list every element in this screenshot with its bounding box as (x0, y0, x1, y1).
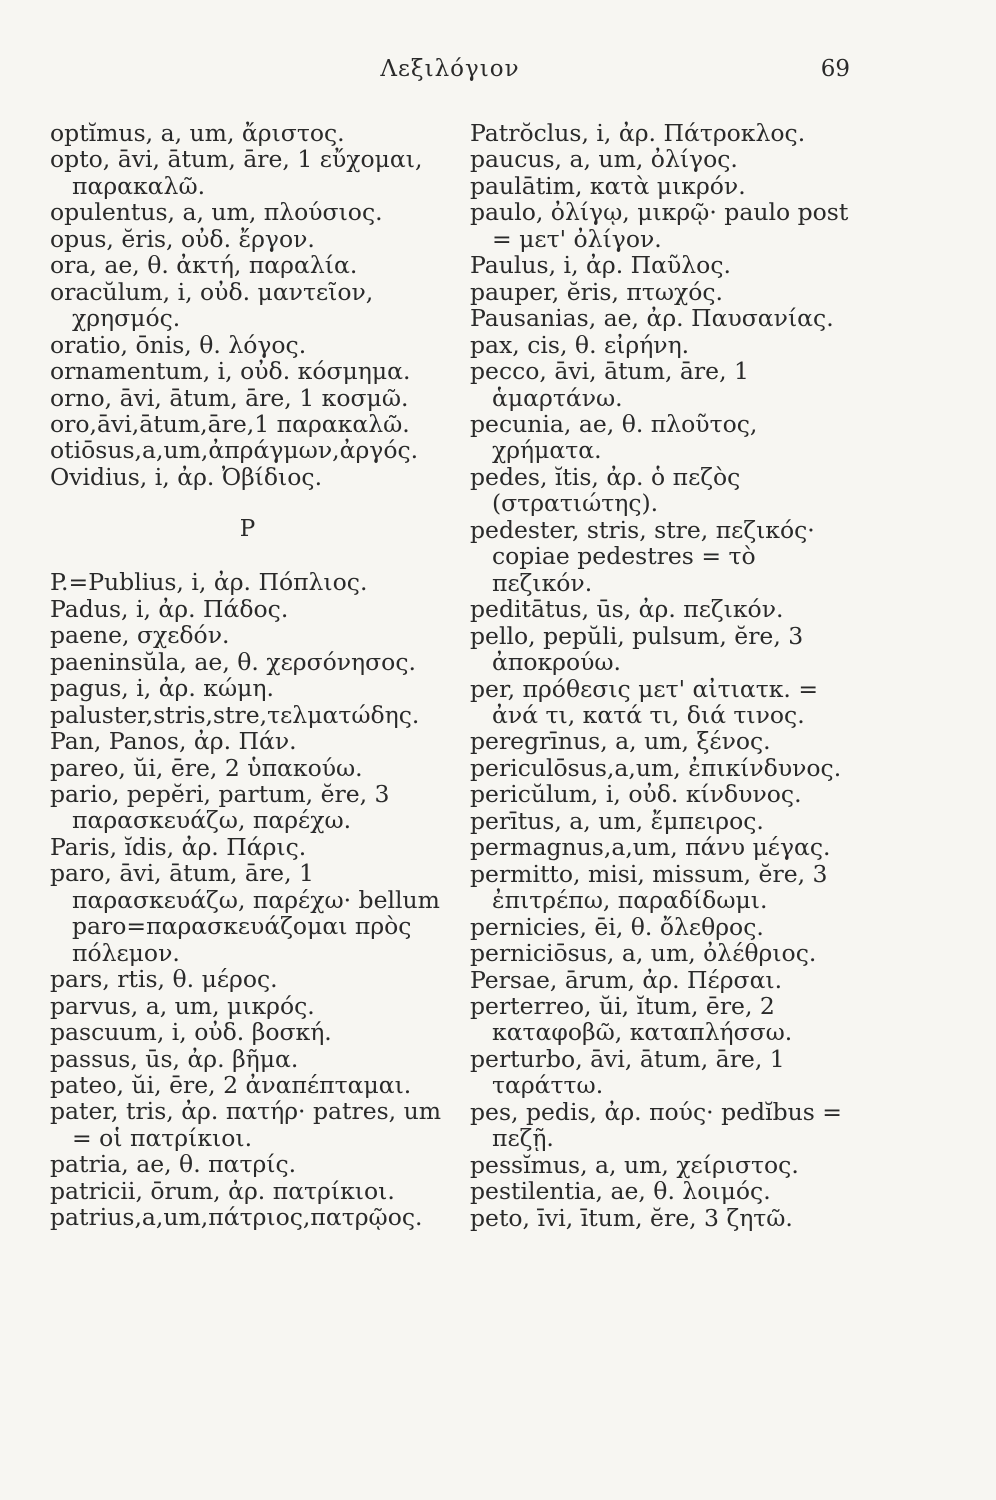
running-title: Λεξιλόγιον (380, 56, 520, 82)
dictionary-entry: oro,āvi,ātum,āre,1 παρακαλῶ. (50, 409, 410, 438)
dictionary-entry: pars, rtis, θ. μέρος. (50, 965, 278, 994)
dictionary-entry: otiōsus,a,um,ἀπράγμων,ἀργός. (50, 436, 419, 465)
dictionary-entry: pernicies, ēi, θ. ὄλεθρος. (470, 912, 764, 941)
dictionary-entry: paene, σχεδόν. (50, 621, 230, 650)
dictionary-entry: oracŭlum, i, οὐδ. μαντεῖον, χρησμός. (50, 277, 381, 333)
dictionary-entry: patrius,a,um,πάτριος,πατρῷος. (50, 1203, 423, 1232)
dictionary-entry: pessĭmus, a, um, χείριστος. (470, 1150, 799, 1179)
dictionary-entry: oratio, ōnis, θ. λόγος. (50, 330, 307, 359)
section-letter-heading: P (239, 516, 256, 543)
dictionary-entry: peregrīnus, a, um, ξένος. (470, 727, 771, 756)
dictionary-entry: paeninsŭla, ae, θ. χερσόνησος. (50, 647, 416, 676)
dictionary-entry: Ovidius, i, ἀρ. Ὀβίδιος. (50, 462, 323, 491)
dictionary-entry: ornamentum, i, οὐδ. κόσμημα. (50, 357, 411, 386)
dictionary-entry: opus, ĕris, οὐδ. ἔργον. (50, 224, 315, 253)
dictionary-entry: paucus, a, um, ὀλίγος. (470, 145, 738, 174)
dictionary-entry: passus, ūs, ἀρ. βῆμα. (50, 1044, 299, 1073)
dictionary-entry: pestilentia, ae, θ. λοιμός. (470, 1177, 771, 1206)
dictionary-entry: patria, ae, θ. πατρίς. (50, 1150, 297, 1179)
dictionary-entry: Persae, ārum, ἀρ. Πέρσαι. (470, 965, 783, 994)
dictionary-entry: per, πρόθεσις μετ' αἰτιατκ. = ἀνά τι, κατά τι, διά τινος. (470, 674, 826, 729)
dictionary-entry: pello, pepŭli, pulsum, ĕre, 3 ἀποκρούω. (470, 621, 811, 677)
dictionary-entry: Pan, Panos, ἀρ. Πάν. (50, 727, 297, 756)
dictionary-entry: pater, tris, ἀρ. πατήρ· patres, um = οἱ πατρίκιοι. (50, 1097, 449, 1152)
dictionary-entry: optĭmus, a, um, ἄριστος. (50, 119, 345, 147)
dictionary-entry: paulātim, κατὰ μικρόν. (470, 171, 746, 200)
dictionary-entry: pascuum, i, οὐδ. βοσκή. (50, 1018, 332, 1047)
dictionary-entry: pareo, ŭi, ēre, 2 ὑπακούω. (50, 753, 363, 782)
entries-p (50, 568, 449, 1232)
dictionary-entry: opulentus, a, um, πλούσιος. (50, 198, 383, 227)
dictionary-entry: pagus, i, ἀρ. κώμη. (50, 674, 274, 703)
entries-o (50, 120, 445, 490)
dictionary-entry: Pausanias, ae, ἀρ. Παυσανίας. (470, 304, 834, 333)
dictionary-entry: P.=Publius, i, ἀρ. Πόπλιος. (50, 568, 368, 597)
dictionary-entry: pes, pedis, ἀρ. πούς· pedĭbus = πεζῇ. (470, 1097, 850, 1153)
dictionary-entry: paro, āvi, ātum, āre, 1 παρασκευάζω, παρέχω· bellum paro=παρασκευάζομαι πρὸς πόλεμον. (50, 859, 448, 967)
dictionary-entry: pericŭlum, i, οὐδ. κίνδυνος. (470, 780, 802, 809)
dictionary-entry: ora, ae, θ. ἀκτή, παραλία. (50, 251, 358, 280)
right-column (470, 120, 855, 1231)
dictionary-entry: pedes, ĭtis, ἀρ. ὁ πεζὸς (στρατιώτης). (470, 462, 748, 518)
dictionary-entry: peto, īvi, ītum, ĕre, 3 ζητῶ. (470, 1203, 793, 1232)
dictionary-entry: periculōsus,a,um, ἐπικίνδυνος. (470, 753, 842, 782)
dictionary-entry: perterreo, ŭi, ĭtum, ēre, 2 καταφοβῶ, καταπλήσσω. (470, 991, 793, 1047)
dictionary-entry: pario, pepĕri, partum, ĕre, 3 παρασκευάζω, παρέχω. (50, 779, 397, 835)
dictionary-entry: perniciōsus, a, um, ὀλέθριος. (470, 939, 817, 968)
dictionary-entry: perītus, a, um, ἔμπειρος. (470, 806, 764, 835)
dictionary-entry: pecco, āvi, ātum, āre, 1 ἁμαρτάνω. (470, 357, 757, 412)
dictionary-entry: peditātus, ūs, ἀρ. πεζικόν. (470, 595, 784, 624)
dictionary-entry: Paris, ĭdis, ἀρ. Πάρις. (50, 832, 307, 861)
dictionary-entry: pax, cis, θ. εἰρήνη. (470, 330, 690, 359)
dictionary-entry: pateo, ŭi, ēre, 2 ἀναπέπταμαι. (50, 1070, 412, 1099)
dictionary-entry: patricii, ōrum, ἀρ. πατρίκιοι. (50, 1176, 395, 1205)
dictionary-entry: paluster,stris,stre,τελματώδης. (50, 700, 420, 729)
dictionary-entry: Padus, i, ἀρ. Πάδος. (50, 594, 289, 623)
page-header (50, 56, 850, 92)
page-number: 69 (820, 56, 850, 82)
dictionary-entry: perturbo, āvi, ātum, āre, 1 ταράττω. (470, 1044, 793, 1100)
dictionary-entry: permitto, misi, missum, ĕre, 3 ἐπιτρέπω, παραδίδωμι. (470, 859, 835, 915)
dictionary-entry: orno, āvi, ātum, āre, 1 κοσμῶ. (50, 383, 409, 412)
dictionary-entry: pecunia, ae, θ. πλοῦτος, χρήματα. (470, 409, 765, 465)
dictionary-entry: Paulus, i, ἀρ. Παῦλος. (470, 251, 731, 280)
dictionary-entry: paulo, ὀλίγῳ, μικρῷ· paulo post = μετ' ὀλίγον. (470, 198, 856, 253)
dictionary-entry: parvus, a, um, μικρός. (50, 991, 315, 1020)
dictionary-entry: opto, āvi, ātum, āre, 1 εὔχομαι, παρακαλῶ. (50, 145, 430, 200)
dictionary-entry: Patrŏclus, i, ἀρ. Πάτροκλος. (470, 119, 806, 147)
dictionary-entry: permagnus,a,um, πάνυ μέγας. (470, 833, 831, 862)
dictionary-entry: pauper, ĕris, πτωχός. (470, 277, 724, 306)
left-column (50, 119, 449, 1232)
dictionary-entry: pedester, stris, stre, πεζικός· copiae pedestres = τὸ πεζικόν. (470, 515, 823, 597)
